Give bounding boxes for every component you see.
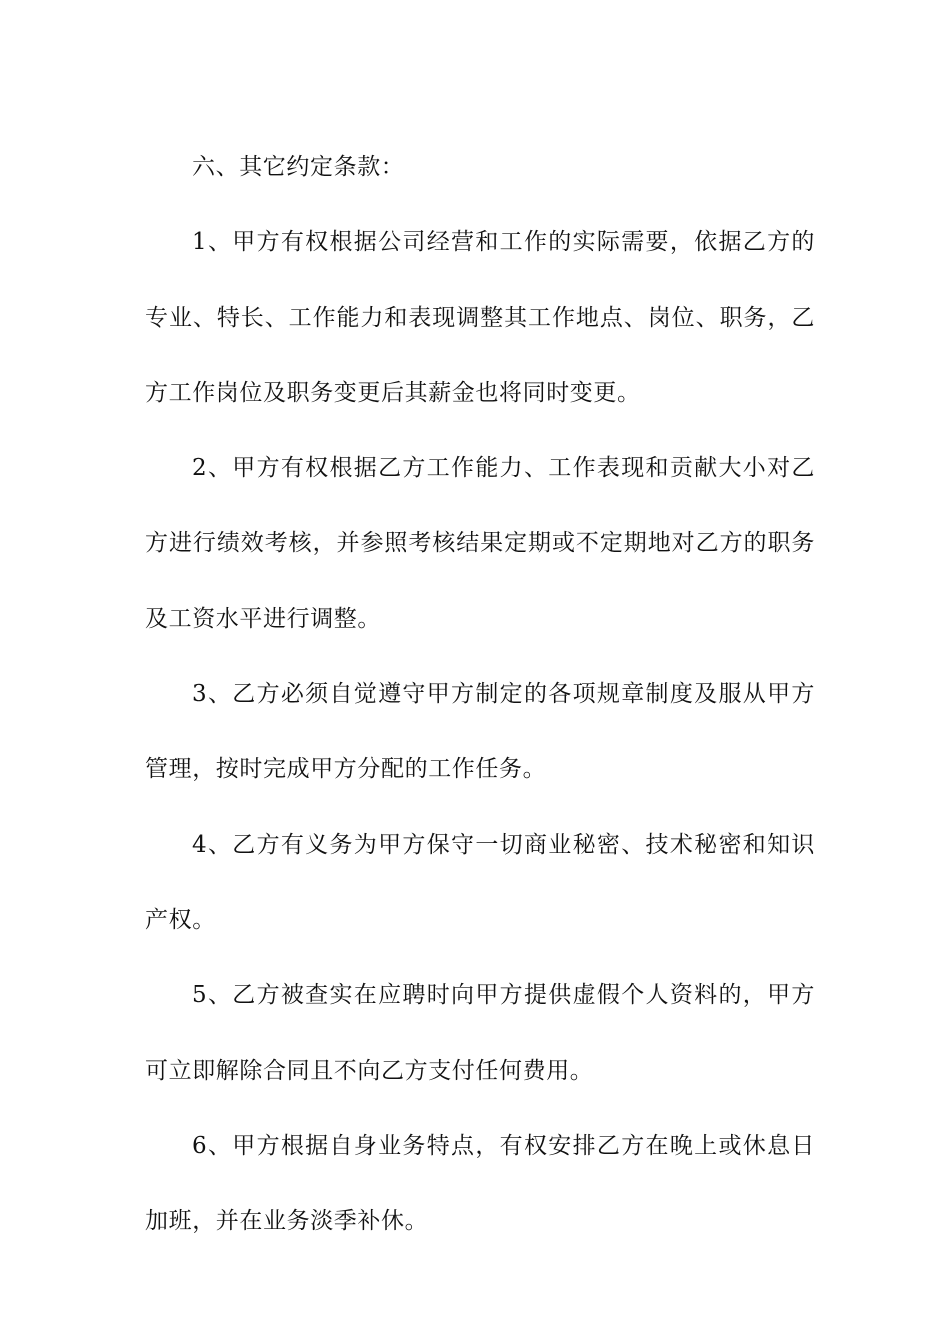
clause-3: 3、乙方必须自觉遵守甲方制定的各项规章制度及服从甲方管理，按时完成甲方分配的工作任务。 bbox=[145, 681, 815, 783]
clause-2: 2、甲方有权根据乙方工作能力、工作表现和贡献大小对乙方进行绩效考核，并参照考核结果定期或不定期地对乙方的职务及工资水平进行调整。 bbox=[145, 455, 815, 632]
clause-1: 1、甲方有权根据公司经营和工作的实际需要，依据乙方的专业、特长、工作能力和表现调整其工作地点、岗位、职务，乙方工作岗位及职务变更后其薪金也将同时变更。 bbox=[145, 229, 815, 406]
clause-5: 5、乙方被查实在应聘时向甲方提供虚假个人资料的，甲方可立即解除合同且不向乙方支付任何费用。 bbox=[145, 982, 815, 1084]
document-body bbox=[145, 130, 815, 1259]
section-heading: 六、其它约定条款： bbox=[192, 154, 405, 180]
clause-4: 4、乙方有义务为甲方保守一切商业秘密、技术秘密和知识产权。 bbox=[145, 831, 815, 933]
clause-6: 6、甲方根据自身业务特点，有权安排乙方在晚上或休息日加班，并在业务淡季补休。 bbox=[145, 1132, 815, 1235]
